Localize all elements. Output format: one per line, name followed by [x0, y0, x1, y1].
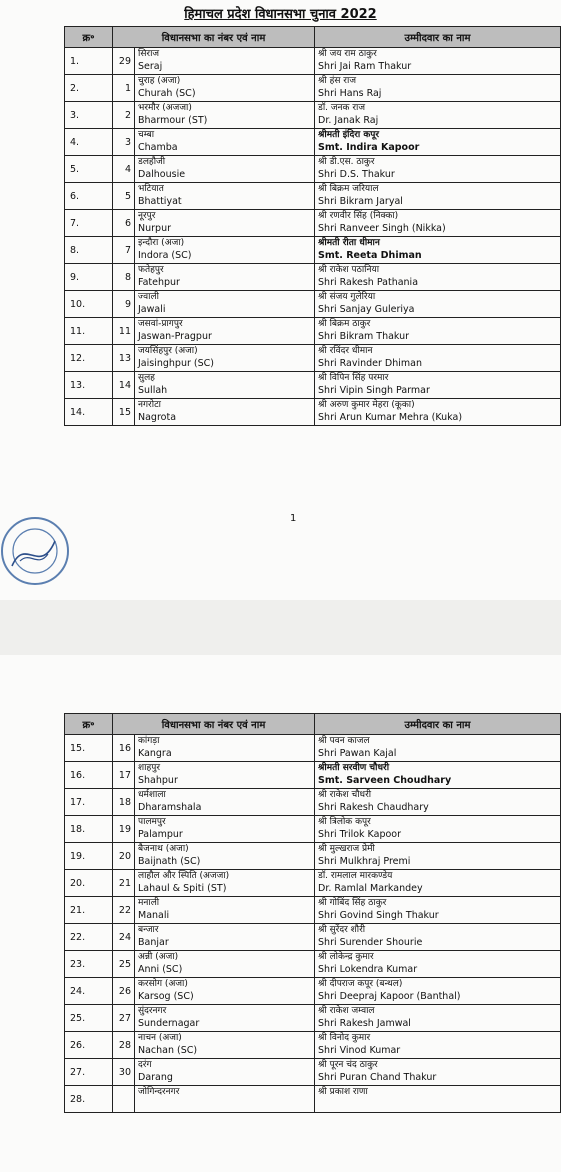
table-row: [65, 318, 561, 345]
constituency-name-hindi: सुंदरनगर: [138, 1006, 167, 1016]
constituency-number: 27: [113, 1005, 135, 1032]
serial-number: 23.: [65, 951, 113, 978]
constituency-cell: [135, 789, 315, 816]
constituency-cell: [135, 1086, 315, 1113]
page-number: 1: [290, 513, 297, 524]
candidate-name-hindi: श्री राकेश पठानिया: [318, 265, 380, 275]
table-row: [65, 129, 561, 156]
constituency-name-hindi: ज्वाली: [138, 292, 159, 302]
constituency-cell: [135, 735, 315, 762]
constituency-cell: [135, 372, 315, 399]
constituency-cell: [135, 156, 315, 183]
candidate-name-hindi: डॉ. रामलाल मारकण्डेय: [318, 871, 393, 881]
constituency-name-hindi: नाचन (अजा): [138, 1033, 182, 1043]
table-row: [65, 897, 561, 924]
serial-number: 7.: [65, 210, 113, 237]
constituency-name-english: Nurpur: [138, 223, 171, 234]
constituency-name-hindi: पालमपुर: [138, 817, 166, 827]
constituency-name-english: [138, 1098, 311, 1112]
table-row: [65, 48, 561, 75]
candidate-cell: [315, 897, 561, 924]
page-gap: [0, 600, 561, 655]
candidate-cell: [315, 372, 561, 399]
candidate-name-english: Shri Rakesh Pathania: [318, 277, 419, 288]
constituency-cell: [135, 75, 315, 102]
table-row: [65, 816, 561, 843]
serial-number: 1.: [65, 48, 113, 75]
constituency-cell: [135, 129, 315, 156]
table-row: [65, 870, 561, 897]
serial-number: 14.: [65, 399, 113, 426]
constituency-name-english: Fatehpur: [138, 277, 180, 288]
constituency-name-hindi: जसवां-प्रागपुर: [138, 319, 183, 329]
candidate-cell: [315, 156, 561, 183]
constituency-name-english: Banjar: [138, 937, 169, 948]
constituency-name-hindi: चम्बा: [138, 130, 155, 140]
constituency-name-hindi: फतेहपुर: [138, 265, 164, 275]
constituency-name-hindi: बैजनाथ (अजा): [138, 844, 189, 854]
candidate-name-english: Shri Arun Kumar Mehra (Kuka): [318, 412, 463, 423]
constituency-cell: [135, 318, 315, 345]
table-row: [65, 1005, 561, 1032]
serial-number: 17.: [65, 789, 113, 816]
candidate-name-english: Shri Surender Shourie: [318, 937, 423, 948]
serial-number: 15.: [65, 735, 113, 762]
constituency-name-english: Nachan (SC): [138, 1045, 198, 1056]
constituency-cell: [135, 183, 315, 210]
constituency-number: 6: [113, 210, 135, 237]
constituency-name-english: Dharamshala: [138, 802, 202, 813]
constituency-name-hindi: जोगिन्दरनगर: [138, 1087, 180, 1097]
constituency-cell: [135, 951, 315, 978]
candidate-name-hindi: श्री विनोद कुमार: [318, 1033, 371, 1043]
constituency-name-hindi: भरमौर (अजजा): [138, 103, 192, 113]
table-row: [65, 789, 561, 816]
constituency-number: 24: [113, 924, 135, 951]
constituency-number: 18: [113, 789, 135, 816]
constituency-name-english: Bharmour (ST): [138, 115, 208, 126]
serial-number: 5.: [65, 156, 113, 183]
table-row: [65, 399, 561, 426]
candidate-name-hindi: श्री राकेश जम्वाल: [318, 1006, 375, 1016]
table-row: [65, 237, 561, 264]
constituency-name-hindi: सिराज: [138, 49, 160, 59]
constituency-name-english: Jaswan-Pragpur: [138, 331, 212, 342]
constituency-number: 11: [113, 318, 135, 345]
candidate-name-english: Dr. Ramlal Markandey: [318, 883, 423, 894]
candidate-name-hindi: श्री गोबिंद सिंह ठाकुर: [318, 898, 387, 908]
serial-number: 24.: [65, 978, 113, 1005]
candidate-name-hindi: श्री डी.एस. ठाकुर: [318, 157, 375, 167]
candidate-name-hindi: श्री रविंदर धीमान: [318, 346, 373, 356]
constituency-number: 30: [113, 1059, 135, 1086]
candidate-name-english: Smt. Reeta Dhiman: [318, 250, 422, 261]
candidate-cell: [315, 1005, 561, 1032]
constituency-name-english: Darang: [138, 1072, 173, 1083]
constituency-name-english: Bhattiyat: [138, 196, 182, 207]
serial-number: 26.: [65, 1032, 113, 1059]
serial-number: 25.: [65, 1005, 113, 1032]
candidate-cell: [315, 1032, 561, 1059]
candidate-name-english: Smt. Indira Kapoor: [318, 142, 420, 153]
serial-number: 6.: [65, 183, 113, 210]
serial-number: 12.: [65, 345, 113, 372]
candidate-name-hindi: श्री जय राम ठाकुर: [318, 49, 377, 59]
constituency-number: 9: [113, 291, 135, 318]
serial-number: 28.: [65, 1086, 113, 1113]
serial-number: 27.: [65, 1059, 113, 1086]
candidate-name-english: Shri Hans Raj: [318, 88, 382, 99]
serial-number: 9.: [65, 264, 113, 291]
candidate-name-english: Shri Puran Chand Thakur: [318, 1072, 437, 1083]
candidate-name-english: Shri D.S. Thakur: [318, 169, 395, 180]
constituency-name-hindi: इन्दौरा (अजा): [138, 238, 185, 248]
constituency-number: 17: [113, 762, 135, 789]
constituency-cell: [135, 291, 315, 318]
candidate-cell: [315, 735, 561, 762]
constituency-name-hindi: मनाली: [138, 898, 160, 908]
candidate-cell: [315, 399, 561, 426]
candidate-cell: [315, 75, 561, 102]
party-stamp-seal: [0, 506, 86, 592]
candidate-cell: [315, 210, 561, 237]
constituency-name-english: Sundernagar: [138, 1018, 200, 1029]
candidate-name-hindi: श्रीमती सरवीण चौधरी: [318, 763, 390, 773]
serial-number: 11.: [65, 318, 113, 345]
candidate-name-english: Shri Rakesh Chaudhary: [318, 802, 429, 813]
constituency-cell: [135, 924, 315, 951]
constituency-name-hindi: धर्मशाला: [138, 790, 166, 800]
table-header-row: [65, 27, 561, 48]
candidate-table-page-2: [64, 713, 561, 1113]
constituency-number: 14: [113, 372, 135, 399]
candidate-name-hindi: श्री मुल्खराज प्रेमी: [318, 844, 375, 854]
constituency-cell: [135, 345, 315, 372]
constituency-number: 15: [113, 399, 135, 426]
serial-number: 3.: [65, 102, 113, 129]
candidate-name-english: Dr. Janak Raj: [318, 115, 379, 126]
candidate-name-english: Shri Sanjay Guleriya: [318, 304, 415, 315]
constituency-cell: [135, 1032, 315, 1059]
candidate-cell: [315, 102, 561, 129]
candidate-cell: [315, 789, 561, 816]
constituency-name-english: Indora (SC): [138, 250, 192, 261]
serial-number: 4.: [65, 129, 113, 156]
candidate-name-english: Shri Lokendra Kumar: [318, 964, 418, 975]
candidate-cell: [315, 48, 561, 75]
constituency-number: 8: [113, 264, 135, 291]
constituency-name-hindi: शाहपुर: [138, 763, 161, 773]
candidate-name-english: Shri Bikram Thakur: [318, 331, 410, 342]
serial-number: 8.: [65, 237, 113, 264]
constituency-name-hindi: सुलह: [138, 373, 155, 383]
serial-number: 21.: [65, 897, 113, 924]
constituency-number: 4: [113, 156, 135, 183]
candidate-name-hindi: श्री पवन काजल: [318, 736, 370, 746]
constituency-cell: [135, 897, 315, 924]
candidate-cell: [315, 816, 561, 843]
constituency-number: 19: [113, 816, 135, 843]
candidate-name-hindi: श्रीमती इंदिरा कपूर: [318, 130, 380, 140]
constituency-number: 5: [113, 183, 135, 210]
constituency-name-hindi: दरंग: [138, 1060, 152, 1070]
candidate-name-english: Shri Rakesh Jamwal: [318, 1018, 411, 1029]
constituency-name-english: Seraj: [138, 61, 163, 72]
constituency-name-english: Karsog (SC): [138, 991, 194, 1002]
constituency-cell: [135, 978, 315, 1005]
constituency-name-hindi: चुराह (अजा): [138, 76, 181, 86]
candidate-name-hindi: श्री हंस राज: [318, 76, 356, 86]
constituency-name-hindi: करसोग (अजा): [138, 979, 188, 989]
table-row: [65, 291, 561, 318]
candidate-cell: [315, 870, 561, 897]
serial-number: 10.: [65, 291, 113, 318]
constituency-name-english: Nagrota: [138, 412, 177, 423]
header-serial: क्र॰: [65, 714, 113, 735]
constituency-name-hindi: जयसिंहपुर (अजा): [138, 346, 198, 356]
constituency-name-hindi: अन्नी (अजा): [138, 952, 179, 962]
constituency-number: 21: [113, 870, 135, 897]
constituency-cell: [135, 1005, 315, 1032]
candidate-name-english: Shri Jai Ram Thakur: [318, 61, 412, 72]
candidate-cell: [315, 183, 561, 210]
table-row: [65, 183, 561, 210]
table-row: [65, 1032, 561, 1059]
header-constituency: विधानसभा का नंबर एवं नाम: [113, 714, 315, 735]
candidate-name-hindi: श्री संजय गुलेरिया: [318, 292, 376, 302]
candidate-table-page-1: [64, 26, 561, 426]
candidate-name-english: Shri Mulkhraj Premi: [318, 856, 411, 867]
candidate-name-hindi: श्री अरुण कुमार मेहरा (कूका): [318, 400, 415, 410]
constituency-name-english: Anni (SC): [138, 964, 183, 975]
constituency-name-english: Chamba: [138, 142, 178, 153]
constituency-cell: [135, 48, 315, 75]
candidate-name-english: Shri Vipin Singh Parmar: [318, 385, 430, 396]
constituency-number: 20: [113, 843, 135, 870]
constituency-name-english: Palampur: [138, 829, 183, 840]
serial-number: 20.: [65, 870, 113, 897]
constituency-number: 28: [113, 1032, 135, 1059]
candidate-name-english: Shri Bikram Jaryal: [318, 196, 403, 207]
table-row: [65, 345, 561, 372]
constituency-name-english: Manali: [138, 910, 170, 921]
table-row: [65, 372, 561, 399]
candidate-name-hindi: श्री प्रकाश राणा: [318, 1087, 368, 1097]
table-row: [65, 102, 561, 129]
candidate-name-english: Shri Trilok Kapoor: [318, 829, 402, 840]
candidate-name-hindi: श्री राकेश चौधरी: [318, 790, 372, 800]
candidate-name-hindi: श्री सुरेंदर शौरी: [318, 925, 366, 935]
candidate-name-english: Shri Ravinder Dhiman: [318, 358, 423, 369]
constituency-cell: [135, 816, 315, 843]
constituency-number: 16: [113, 735, 135, 762]
candidate-name-hindi: श्री रणवीर सिंह (निक्का): [318, 211, 399, 221]
table-header-row: [65, 714, 561, 735]
table-row: [65, 843, 561, 870]
constituency-name-english: Lahaul & Spiti (ST): [138, 883, 227, 894]
candidate-name-hindi: श्री लोकेन्द्र कुमार: [318, 952, 374, 962]
constituency-name-hindi: नूरपुर: [138, 211, 156, 221]
candidate-cell: [315, 345, 561, 372]
constituency-number: 2: [113, 102, 135, 129]
constituency-name-english: Baijnath (SC): [138, 856, 201, 867]
constituency-cell: [135, 399, 315, 426]
constituency-name-english: Churah (SC): [138, 88, 196, 99]
constituency-name-english: Jawali: [138, 304, 166, 315]
candidate-name-hindi: श्री पूरन चंद ठाकुर: [318, 1060, 378, 1070]
serial-number: 22.: [65, 924, 113, 951]
constituency-name-english: Kangra: [138, 748, 172, 759]
constituency-cell: [135, 264, 315, 291]
table-row: [65, 1059, 561, 1086]
constituency-name-hindi: नगरोटा: [138, 400, 161, 410]
serial-number: 18.: [65, 816, 113, 843]
candidate-cell: [315, 291, 561, 318]
candidate-name-english: Shri Deepraj Kapoor (Banthal): [318, 991, 461, 1002]
candidate-name-hindi: श्री विपिन सिंह परमार: [318, 373, 389, 383]
candidate-name-hindi: श्री बिक्रम ठाकुर: [318, 319, 371, 329]
header-candidate: उम्मीदवार का नाम: [315, 714, 561, 735]
header-constituency: विधानसभा का नंबर एवं नाम: [113, 27, 315, 48]
serial-number: 13.: [65, 372, 113, 399]
constituency-cell: [135, 237, 315, 264]
table-row: [65, 951, 561, 978]
constituency-cell: [135, 843, 315, 870]
candidate-cell: [315, 264, 561, 291]
candidate-cell: [315, 237, 561, 264]
candidate-cell: [315, 978, 561, 1005]
constituency-cell: [135, 870, 315, 897]
candidate-cell: [315, 318, 561, 345]
candidate-cell: [315, 924, 561, 951]
document-title: हिमाचल प्रदेश विधानसभा चुनाव 2022: [184, 7, 377, 22]
table-row: [65, 924, 561, 951]
candidate-name-hindi: श्री दीपराज कपूर (बन्थल): [318, 979, 403, 989]
candidate-name-english: Shri Vinod Kumar: [318, 1045, 401, 1056]
constituency-number: 26: [113, 978, 135, 1005]
candidate-cell: [315, 129, 561, 156]
table-row: [65, 1086, 561, 1113]
constituency-name-hindi: डलहौजी: [138, 157, 166, 167]
table-row: [65, 156, 561, 183]
header-candidate: उम्मीदवार का नाम: [315, 27, 561, 48]
constituency-cell: [135, 102, 315, 129]
constituency-name-hindi: कांगड़ा: [138, 736, 160, 746]
constituency-name-english: Dalhousie: [138, 169, 186, 180]
candidate-cell: [315, 1059, 561, 1086]
document-page-2: [0, 655, 561, 1172]
serial-number: 2.: [65, 75, 113, 102]
serial-number: 19.: [65, 843, 113, 870]
table-row: [65, 75, 561, 102]
constituency-number: 1: [113, 75, 135, 102]
table-row: [65, 264, 561, 291]
constituency-number: 13: [113, 345, 135, 372]
constituency-name-hindi: भटियात: [138, 184, 164, 194]
candidate-name-english: Shri Govind Singh Thakur: [318, 910, 439, 921]
table-row: [65, 978, 561, 1005]
candidate-cell: [315, 762, 561, 789]
constituency-cell: [135, 1059, 315, 1086]
candidate-name-hindi: श्री त्रिलोक कपूर: [318, 817, 371, 827]
constituency-number: 3: [113, 129, 135, 156]
candidate-name-english: Shri Ranveer Singh (Nikka): [318, 223, 446, 234]
candidate-cell: [315, 1086, 561, 1113]
serial-number: 16.: [65, 762, 113, 789]
candidate-cell: [315, 951, 561, 978]
constituency-cell: [135, 762, 315, 789]
candidate-cell: [315, 843, 561, 870]
constituency-number: 25: [113, 951, 135, 978]
table-row: [65, 210, 561, 237]
table-row: [65, 762, 561, 789]
constituency-name-hindi: बन्जार: [138, 925, 159, 935]
constituency-number: 7: [113, 237, 135, 264]
candidate-name-hindi: डॉ. जनक राज: [318, 103, 366, 113]
constituency-number: 29: [113, 48, 135, 75]
constituency-name-english: Jaisinghpur (SC): [138, 358, 214, 369]
candidate-name-english: Shri Pawan Kajal: [318, 748, 397, 759]
table-row: [65, 735, 561, 762]
constituency-number: [113, 1086, 135, 1113]
constituency-name-english: Sullah: [138, 385, 168, 396]
constituency-number: 22: [113, 897, 135, 924]
candidate-name-english: Smt. Sarveen Choudhary: [318, 775, 452, 786]
header-serial: क्र॰: [65, 27, 113, 48]
candidate-name-english: [318, 1098, 557, 1112]
constituency-name-english: Shahpur: [138, 775, 178, 786]
constituency-cell: [135, 210, 315, 237]
candidate-name-hindi: श्रीमती रीता धीमान: [318, 238, 380, 248]
constituency-name-hindi: लाहौल और स्पिति (अजजा): [138, 871, 230, 881]
candidate-name-hindi: श्री बिक्रम जरियाल: [318, 184, 379, 194]
